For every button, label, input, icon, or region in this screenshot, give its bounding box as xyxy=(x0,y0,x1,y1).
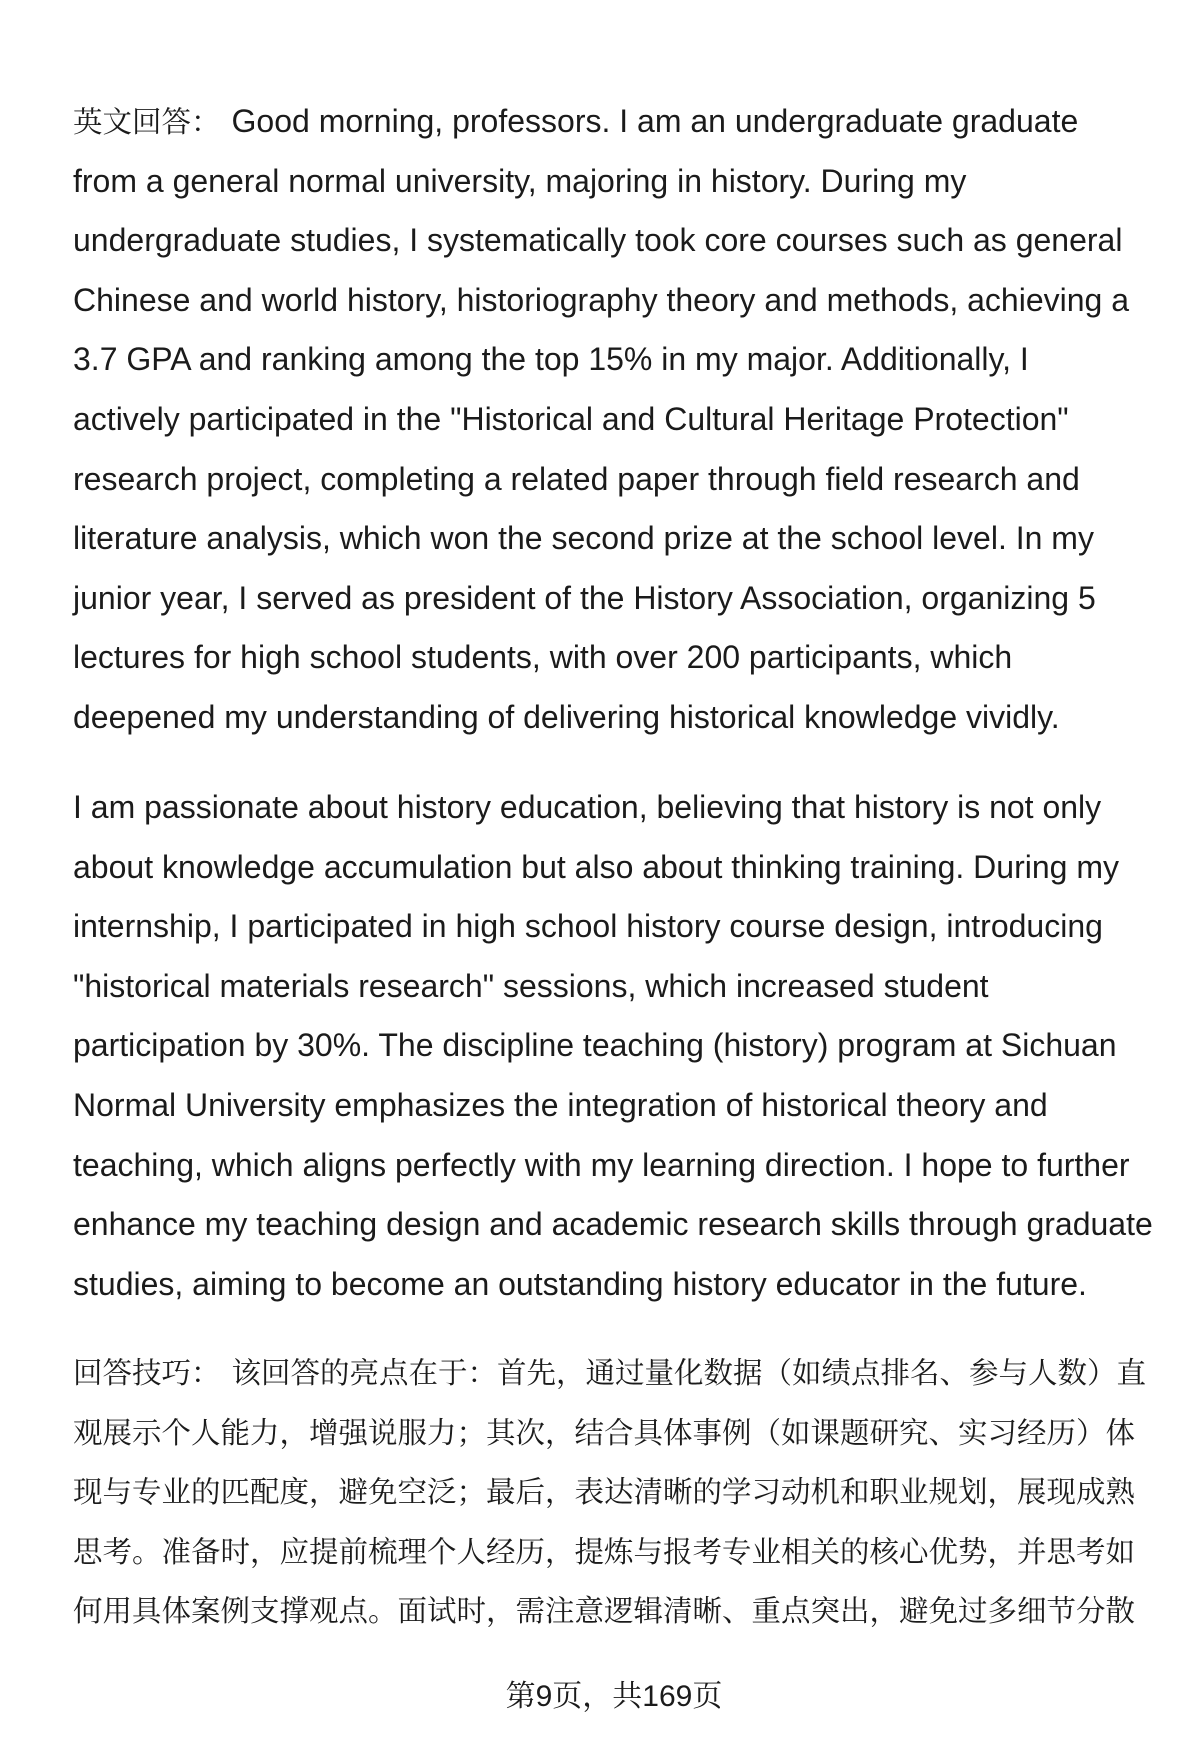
text-line-content: 该回答的亮点在于：首先，通过量化数据（如绩点排名、参与人数）直 xyxy=(231,1357,1147,1390)
text-line xyxy=(73,1344,1163,1404)
text-line: research project, completing a related paper through field research and xyxy=(73,460,1080,497)
text-line: lectures for high school students, with over 200 participants, which xyxy=(73,639,1013,676)
text-line: actively participated in the "Historical and Cultural Heritage Protection" xyxy=(73,400,1069,437)
english-answer-label: 英文回答： xyxy=(73,106,221,139)
text-line: literature analysis, which won the second prize at the school level. In my xyxy=(73,520,1094,557)
answer-tips-label: 回答技巧： xyxy=(73,1357,221,1390)
text-line: I am passionate about history education, believing that history is not only xyxy=(73,789,1102,825)
text-line: from a general normal university, majoring in history. During my xyxy=(73,162,967,199)
text-line: teaching, which aligns perfectly with my learning direction. I hope to further xyxy=(73,1146,1130,1183)
text-line: internship, I participated in high school history course design, introducing xyxy=(73,908,1103,945)
text-line: Chinese and world history, historiography theory and methods, achieving a xyxy=(73,281,1129,318)
text-line: junior year, I served as president of the History Association, organizing 5 xyxy=(73,579,1096,616)
text-line: participation by 30%. The discipline teaching (history) program at Sichuan xyxy=(73,1027,1117,1064)
text-line: about knowledge accumulation but also about thinking training. During my xyxy=(73,848,1119,885)
text-line: 3.7 GPA and ranking among the top 15% in my major. Additionally, I xyxy=(73,341,1029,378)
text-line: enhance my teaching design and academic research skills through graduate xyxy=(73,1206,1153,1243)
text-line: "historical materials research" sessions, which increased student xyxy=(73,967,989,1004)
text-line: 现与专业的匹配度，避免空泛；最后，表达清晰的学习动机和职业规划，展现成熟 xyxy=(73,1476,1136,1510)
english-answer-paragraph-1 xyxy=(73,92,1163,748)
text-line: undergraduate studies, I systematically took core courses such as general xyxy=(73,222,1123,259)
text-line xyxy=(73,92,1163,152)
text-line: studies, aiming to become an outstanding history educator in the future. xyxy=(73,1265,1087,1302)
text-line: 观展示个人能力，增强说服力；其次，结合具体事例（如课题研究、实习经历）体 xyxy=(73,1416,1136,1450)
text-line: Normal University emphasizes the integration of historical theory and xyxy=(73,1086,1048,1123)
english-answer-paragraph-2 xyxy=(73,778,1163,1314)
text-line: 思考。准备时，应提前梳理个人经历，提炼与报考专业相关的核心优势，并思考如 xyxy=(73,1535,1136,1569)
answer-tips-paragraph xyxy=(73,1344,1163,1642)
text-line: deepened my understanding of delivering historical knowledge vividly. xyxy=(73,698,1060,735)
text-line-content: Good morning, professors. I am an undergraduate graduate xyxy=(231,103,1079,139)
page-number-footer: 第9页，共169页 xyxy=(505,1680,723,1713)
text-line: 何用具体案例支撑观点。面试时，需注意逻辑清晰、重点突出，避免过多细节分散 xyxy=(73,1595,1136,1629)
